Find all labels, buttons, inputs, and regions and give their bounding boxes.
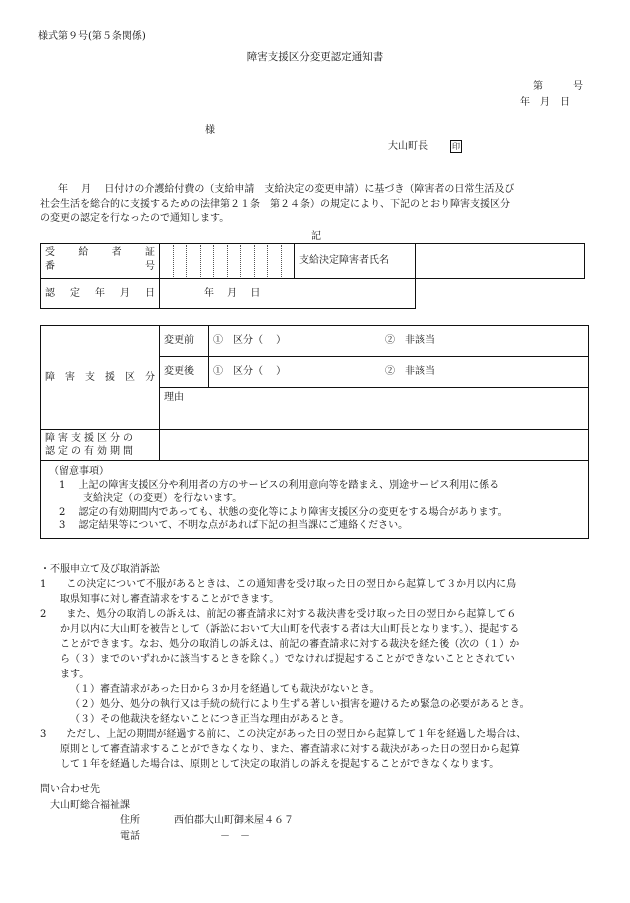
recipient-no-digits[interactable] xyxy=(160,244,295,279)
appeal-title: ・不服申立て及び取消訴訟 xyxy=(40,564,160,575)
document-title: 障害支援区分変更認定通知書 xyxy=(246,51,384,63)
issuer xyxy=(388,140,462,154)
note-item: 2 認定の有効期間内であっても、状態の変化等により障害支援区分の変更をする場合があります。 xyxy=(59,506,508,518)
appeal-text: 取県知事に対し審査請求をすることができます。 xyxy=(60,594,280,605)
intro-line: 年 月 日付けの介護給付費の（支給申請 支給決定の変更申請）に基づき（障害者の日常生活及び xyxy=(58,184,515,195)
recipient-table xyxy=(40,243,585,309)
appeal-subitem: （２）処分、処分の執行又は手続の続行により生ずる著しい損害を避けるため緊急の必要があるとき。 xyxy=(70,699,530,710)
before-label-cell xyxy=(160,326,209,357)
note-item: 1 上記の障害支援区分や利用者の方のサービスの利用意向等を踏まえ、別途サービス利用に係る xyxy=(59,479,500,491)
digit-box[interactable] xyxy=(282,245,295,277)
digit-box[interactable] xyxy=(187,245,201,277)
appeal-text: ことができます。なお、処分の取消しの訴えは、前記の審査請求に対する裁決を経た後（次の（１）か xyxy=(60,639,520,650)
label-char: 給 xyxy=(78,247,89,258)
decision-name-value[interactable] xyxy=(416,244,585,279)
seal-stamp: 印 xyxy=(452,142,460,151)
digit-box[interactable] xyxy=(241,245,255,277)
label-char: 援 xyxy=(105,371,115,383)
document-number-field: 第 号 xyxy=(533,81,583,92)
cert-date-label-cell xyxy=(41,279,160,309)
label-char: 受 xyxy=(45,247,55,258)
recipient-no-label-cell xyxy=(41,244,160,279)
cert-date-value[interactable] xyxy=(160,279,416,309)
issuer-name: 大山町長 xyxy=(388,141,428,152)
label-char: 日 xyxy=(145,287,155,299)
appeal-text: 3 ただし、上記の期間が経過する前に、この決定があった日の翌日から起算して１年を経過した場合は、 xyxy=(40,729,527,740)
option-not-applicable[interactable]: ② 非該当 xyxy=(385,335,435,347)
label-char: 号 xyxy=(145,260,155,272)
contact-title: 問い合わせ先 xyxy=(40,784,100,795)
reason-cell[interactable] xyxy=(160,388,589,430)
label-char: 害 xyxy=(65,371,75,383)
appeal-text: 2 また、処分の取消しの訴えは、前記の審査請求に対する裁決書を受け取った日の翌日から起算して６ xyxy=(40,609,517,620)
label-char: 年 xyxy=(95,287,105,299)
label-char: 認 xyxy=(45,287,55,299)
address-label: 住所 xyxy=(120,815,140,826)
label-char: 定 xyxy=(70,287,80,299)
before-label: 変更前 xyxy=(164,335,194,347)
validity-label-line: 認定の有効期間 xyxy=(45,446,136,457)
notes-box xyxy=(40,460,589,539)
option-category[interactable]: ① 区分（ ） xyxy=(213,335,287,347)
appeal-subitem: （３）その他裁決を経ないことにつき正当な理由があるとき。 xyxy=(70,714,350,725)
address: 西伯郡大山町御来屋４６７ xyxy=(174,815,294,826)
validity-label-line: 障害支援区分の xyxy=(45,432,136,444)
category-label-cell xyxy=(41,326,160,430)
form-number: 様式第９号(第５条関係) xyxy=(38,31,146,42)
label-char: 者 xyxy=(111,247,122,258)
appeal-text: ます。 xyxy=(60,669,90,680)
label-char: 支 xyxy=(85,371,95,383)
option-not-applicable[interactable]: ② 非該当 xyxy=(385,366,435,378)
recipient-suffix: 様 xyxy=(205,125,215,136)
before-options[interactable] xyxy=(209,326,589,357)
note-item: 3 認定結果等について、不明な点があれば下記の担当課にご連絡ください。 xyxy=(59,520,409,531)
appeal-text: 1 この決定について不服があるときは、この通知書を受け取った日の翌日から起算して３か月以内に鳥 xyxy=(40,579,517,590)
label-char: 月 xyxy=(120,287,130,299)
phone-label: 電話 xyxy=(120,830,140,842)
digit-box[interactable] xyxy=(174,245,188,277)
after-label: 変更後 xyxy=(164,366,194,378)
decision-name-label: 支給決定障害者氏名 xyxy=(299,255,389,267)
label-char: 証 xyxy=(144,247,155,258)
intro-line: の変更の認定を行なったので通知します。 xyxy=(40,213,230,224)
note-item: 支給決定（の変更）を行ないます。 xyxy=(83,493,243,504)
option-category[interactable]: ① 区分（ ） xyxy=(213,366,287,378)
digit-box[interactable] xyxy=(201,245,215,277)
validity-value[interactable] xyxy=(160,430,589,461)
label-char: 分 xyxy=(145,371,155,383)
digit-box[interactable] xyxy=(228,245,242,277)
after-label-cell xyxy=(160,357,209,388)
appeal-text: ら（３）までのいずれかに該当するときを除く。）でなければ提起することができないこととされてい xyxy=(60,654,515,665)
phone: － － xyxy=(220,830,250,842)
appeal-text: して１年を経過した場合は、原則として決定の取消しの訴えを提起することができなくなります。 xyxy=(60,759,500,770)
appeal-text: か月以内に大山町を被告として（訴訟において大山町を代表する者は大山町長となります。）、提起する xyxy=(60,624,520,635)
digit-box[interactable] xyxy=(268,245,282,277)
contact-section xyxy=(40,782,294,844)
cert-date-text: 年 月 日 xyxy=(204,287,261,299)
digit-box[interactable] xyxy=(255,245,269,277)
validity-label-cell xyxy=(41,430,160,461)
intro-line: 社会生活を総合的に支援するための法律第２１条 第２４条）の規定により、下記のとおり障害支援区分 xyxy=(40,198,510,210)
appeal-subitem: （１）審査請求があった日から３か月を経過しても裁決がないとき。 xyxy=(70,684,380,695)
ki-heading: 記 xyxy=(311,231,321,242)
after-options[interactable] xyxy=(209,357,589,388)
category-table xyxy=(40,325,589,461)
appeal-text: 原則として審査請求することができなくなり、また、審査請求に対する裁決があった日の翌日から起算 xyxy=(60,744,520,755)
contact-dept: 大山町総合福祉課 xyxy=(50,799,130,811)
label-char: 番 xyxy=(45,260,55,272)
issue-date-field: 年 月 日 xyxy=(520,97,570,108)
digit-box[interactable] xyxy=(160,245,174,277)
appeal-section xyxy=(40,562,595,772)
reason-label: 理由 xyxy=(164,392,184,403)
intro-paragraph xyxy=(40,183,590,227)
label-char: 区 xyxy=(125,371,135,383)
digit-box[interactable] xyxy=(214,245,228,277)
decision-name-label-cell xyxy=(295,244,416,279)
label-char: 障 xyxy=(45,371,55,383)
notes-title: （留意事項） xyxy=(49,466,109,477)
